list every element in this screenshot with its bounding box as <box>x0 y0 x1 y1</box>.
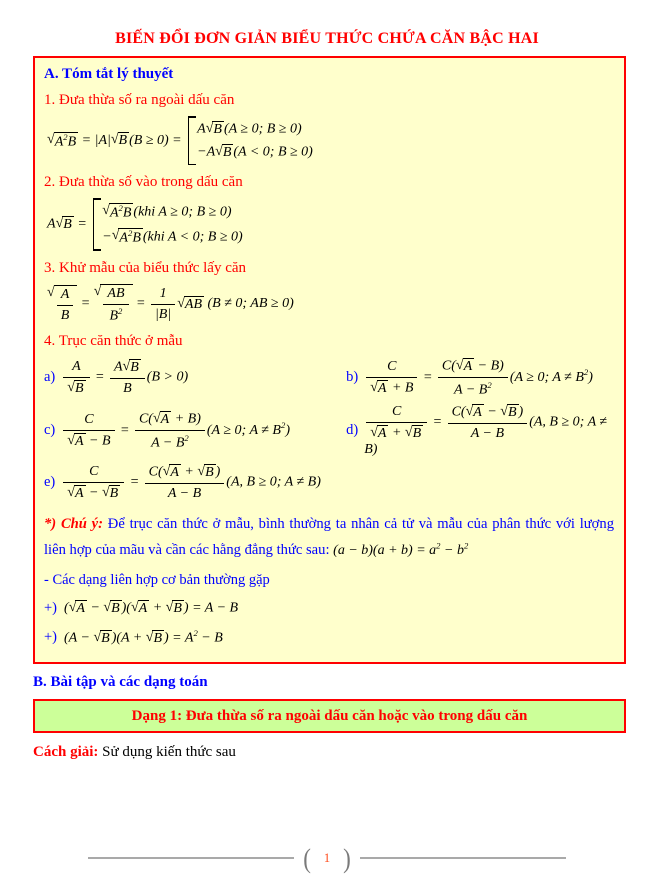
formula-conjugate-1: ( √ A − √ B )( √ A + √ B ) = A − B <box>64 600 239 617</box>
theory-item-3: 3. Khử mẫu của biểu thức lấy căn <box>44 260 247 276</box>
label-a: a) <box>44 369 56 386</box>
formula-remove-denominator: √ $\frac{A}{B}$ = √ $\frac{AB}{B^2}$ = $\frac{1}{|B|}$ √ AB (B ≠ 0; AB ≥ 0) <box>47 284 294 324</box>
theory-item-1: 1. Đưa thừa số ra ngoài dấu căn <box>44 92 235 108</box>
theory-box <box>33 56 626 664</box>
dang1-banner <box>33 699 626 733</box>
rationalize-d <box>346 403 614 458</box>
rationalize-a <box>44 358 346 397</box>
page-title: BIẾN ĐỔI ĐƠN GIẢN BIỂU THỨC CHỨA CĂN BẬC HAI <box>115 30 539 47</box>
section-heading-b: B. Bài tập và các dạng toán <box>33 673 208 690</box>
label-c: c) <box>44 422 56 439</box>
footer-line-right <box>360 857 566 859</box>
formula-rationalize-b: C √ A + B = C( √ A − B) $A - B^2$ (A ≥ 0; $A \ne B^2$) <box>364 357 593 398</box>
section-heading-a: A. Tóm tắt lý thuyết <box>44 66 174 82</box>
footer-bracket-right-icon: ) <box>343 843 351 873</box>
label-plus-1: +) <box>44 600 58 617</box>
footer-bracket-left-icon: ( <box>303 843 311 873</box>
page-footer <box>88 843 566 873</box>
rationalize-e <box>44 463 346 502</box>
conjugate-intro: - Các dạng liên hợp cơ bản thường gặp <box>44 572 270 589</box>
dang1-title: Dạng 1: Đưa thừa số ra ngoài dấu căn hoặc vào trong dấu căn <box>131 707 528 724</box>
theory-item-2: 2. Đưa thừa số vào trong dấu căn <box>44 174 243 191</box>
formula-rationalize-c: C √ A − B = C( √ A + B) $A - B^2$ (A ≥ 0; $A \ne B^2$) <box>61 410 290 451</box>
formula-conjugate-2: (A − √ B )(A + √ B ) = $A^2 - B$ <box>64 628 223 647</box>
rationalize-row-e <box>44 463 614 502</box>
rationalize-row-ab <box>44 357 614 398</box>
formula-rationalize-e: C √ A − √ B = C( √ A + √ B ) A − B (A, B ≥ 0; A ≠ B) <box>61 463 321 502</box>
label-e: e) <box>44 473 56 490</box>
rationalize-c <box>44 410 346 451</box>
method-label: Cách giải: <box>33 743 99 760</box>
formula-factor-out: √ $A^2B$ = |A| √ B (B ≥ 0) = A √ B (A ≥ 0; B ≥ 0) −A √ B (A < 0; B ≥ 0) <box>47 116 614 165</box>
method-line <box>33 744 654 761</box>
note-text: Để trục căn thức ở mẫu, bình thường ta nhân cả tử và mẫu của phân thức với lượng liên hợp của mãu và cần các hằng đẳng thức sau: <box>44 515 614 558</box>
rationalize-row-cd <box>44 403 614 458</box>
conjugate-line-1 <box>44 600 614 617</box>
note-label: *) Chú ý: <box>44 515 104 532</box>
formula-rationalize-a: A √ B = A √ B B (B > 0) <box>61 358 188 397</box>
rationalize-b <box>346 357 614 398</box>
formula-identity: $(a - b)(a + b) = a^2 - b^2$ <box>333 540 469 558</box>
label-b: b) <box>346 369 359 386</box>
formula-factor-in: A √ B = √ $A^2B$ (khi A ≥ 0; B ≥ 0) − √ $A^2B$ (khi A < 0; B ≥ 0) <box>47 198 614 251</box>
page-number: 1 <box>323 850 331 865</box>
note-paragraph <box>44 511 614 564</box>
method-text: Sử dụng kiến thức sau <box>98 743 236 760</box>
formula-rationalize-d: C √ A + √ B = C( √ A − √ B ) A − B (A, B ≥ 0; A ≠ B) <box>364 404 611 457</box>
theory-item-4: 4. Trục căn thức ở mẫu <box>44 333 183 349</box>
label-d: d) <box>346 422 359 439</box>
footer-line-left <box>88 857 294 859</box>
conjugate-line-2 <box>44 628 614 647</box>
label-plus-2: +) <box>44 629 58 646</box>
